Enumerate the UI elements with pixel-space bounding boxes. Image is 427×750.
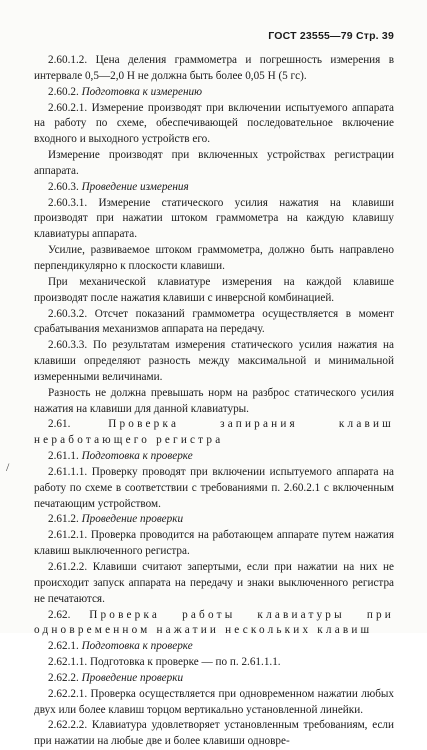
clause-number: 2.60.3.2. — [48, 307, 88, 320]
section-heading: Подготовка к проверке — [81, 450, 193, 463]
clause-number: 2.62.1. — [48, 640, 79, 653]
clause-text: Измерение статического усилия нажатия на клавиши производят при нажатии штоком граммометра на каждую клавишу клавиатуры аппарата. — [34, 196, 395, 241]
clause-text: Проверка осуществляется при одновременном нажатии любых двух или более клавиш торцом вертикально установленной линейки. — [34, 687, 395, 716]
paragraph — [34, 275, 394, 307]
clause-number: 2.61.2.2. — [48, 561, 88, 573]
clause-text: Клавиши считают запертыми, если при нажатии на них не происходит запуск аппарата на передачу и знаки выключенного регистра не печатаются. — [34, 561, 394, 605]
clause-text: Проверка проводится на работающем аппарате путем нажатия клавиш выключенного регистра. — [34, 529, 394, 558]
clause-number: 2.60.2. — [48, 85, 79, 98]
section-heading: Проведение проверки — [81, 671, 184, 684]
clause-text: Отсчет показаний граммометра осуществляется в момент срабатывания механизмов аппарата на передачу. — [34, 307, 395, 336]
clause-number: 2.60.3.1. — [48, 196, 88, 209]
paragraph — [34, 417, 394, 449]
paragraph — [34, 101, 394, 149]
clause-text: Цена деления граммометра и погрешность измерения в интервале 0,5—2,0 Н не должна быть более 0,05 Н (5 гс). — [34, 54, 395, 82]
clause-number: 2.60.2.1. — [48, 101, 88, 114]
clause-number: 2.62.1.1. — [48, 656, 88, 669]
clause-text: Клавиатура удовлетворяет установленным требованиям, если при нажатии на любые две и более клавиши одновре- — [34, 719, 395, 748]
paragraph — [34, 85, 394, 101]
clause-number: 2.62.2.2. — [48, 719, 88, 732]
clause-text: Усилие, развиваемое штоком граммометра, должно быть направлено перпендикулярно к плоскости клавиши. — [34, 244, 394, 272]
clause-number: 2.62.2. — [48, 671, 79, 684]
paragraph — [34, 560, 394, 608]
paragraph — [34, 196, 394, 244]
paragraph — [34, 687, 394, 719]
clause-number: 2.60.3.3. — [48, 339, 88, 352]
clause-number: 2.61.2. — [48, 513, 79, 526]
paragraph — [34, 449, 394, 465]
clause-text: При механической клавиатуре измерения на каждой клавише производят после нажатия клавиши с инверсной комбинацией. — [34, 275, 394, 304]
paragraph — [34, 148, 394, 180]
clause-number: 2.62.2.1. — [48, 687, 88, 700]
paragraph — [34, 608, 394, 640]
standard-code: ГОСТ 23555—79 — [268, 30, 353, 42]
clause-number: 2.60.1.2. — [48, 54, 88, 66]
paragraph — [34, 338, 394, 386]
paragraph — [34, 386, 394, 418]
clause-text: Измерение производят при включении испытуемого аппарата на работу по схеме, обеспечивающей последовательное включение входного и выходного устройств его. — [34, 101, 394, 146]
clause-number: 2.60.3. — [48, 180, 79, 193]
paragraph — [34, 528, 394, 560]
clause-title: Проверка работы клавиатуры при одновременном нажатии нескольких клавиш — [34, 608, 394, 637]
paragraph — [34, 655, 394, 671]
paragraph — [34, 53, 394, 85]
page-number: Стр. 39 — [355, 30, 394, 42]
paragraph — [34, 639, 394, 655]
clause-number: 2.61.1.1. — [48, 465, 88, 478]
clause-text: По результатам измерения статического усилия нажатия на клавиши определяют разность между максимальной и минимальной измеренными величинами. — [34, 339, 395, 383]
section-heading: Проведение проверки — [81, 513, 184, 526]
clause-title: Проверка запирания клавиш неработающего регистра — [34, 418, 394, 447]
clause-number: 2.62. — [48, 608, 71, 621]
clause-text: Подготовка к проверке — по п. 2.61.1.1. — [89, 656, 281, 669]
paragraph — [34, 243, 394, 275]
paragraph — [34, 180, 394, 196]
page-header — [268, 30, 394, 42]
paragraph — [34, 671, 394, 687]
section-heading: Проведение измерения — [81, 180, 189, 193]
clause-text: Разность не должна превышать норм на разброс статического усилия нажатия на клавиши для данной клавиатуры. — [34, 386, 394, 415]
paragraph — [34, 718, 394, 750]
paragraph — [34, 465, 394, 513]
paragraph — [34, 307, 394, 339]
document-body — [34, 53, 394, 750]
section-heading: Подготовка к проверке — [81, 640, 193, 653]
clause-number: 2.61. — [48, 418, 71, 431]
paragraph — [34, 512, 394, 528]
clause-number: 2.61.1. — [48, 450, 79, 463]
margin-mark: / — [6, 460, 10, 474]
clause-number: 2.61.2.1. — [48, 529, 88, 542]
clause-text: Измерение производят при включенных устройствах регистрации аппарата. — [34, 149, 394, 177]
section-heading: Подготовка к измерению — [81, 85, 202, 98]
clause-text: Проверку проводят при включении испытуемого аппарата на работу по схеме в соответствии с требованиями п. 2.60.2.1 с включенным печатающим устройством. — [34, 465, 394, 510]
